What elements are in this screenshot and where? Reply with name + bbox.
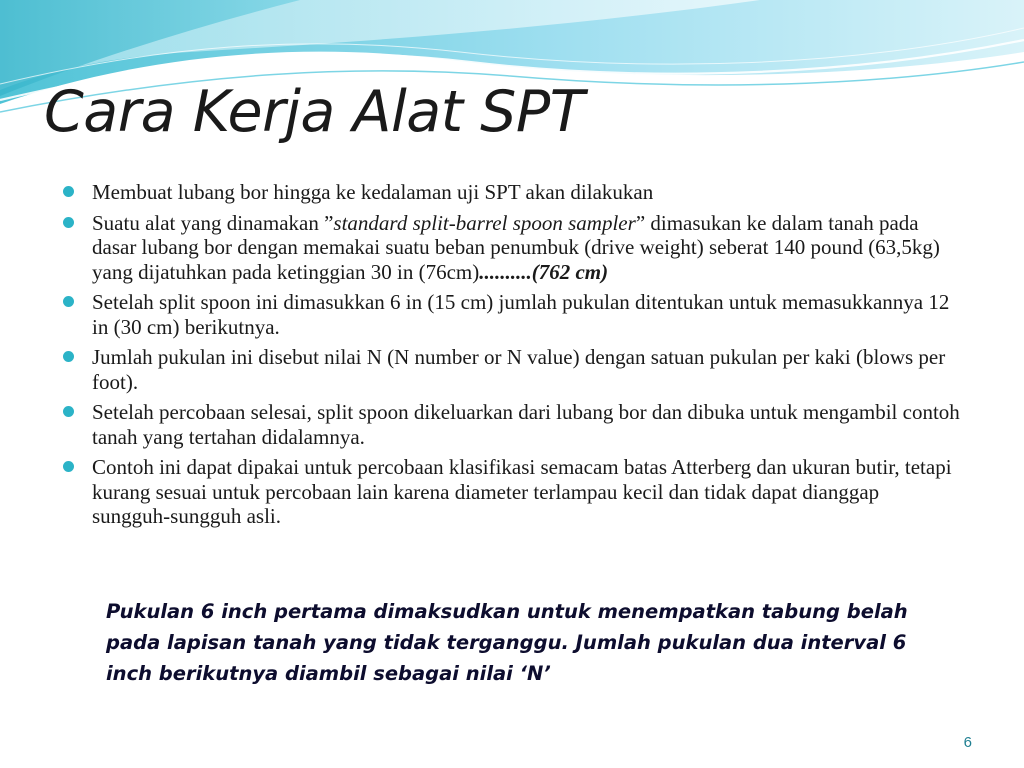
bullet-item bbox=[60, 180, 960, 205]
bullet-text: Contoh ini dapat dipakai untuk percobaan klasifikasi semacam batas Atterberg dan ukuran butir, tetapi kurang sesuai untuk percobaan lain karena diameter terlampau kecil dan tidak dapat dianggap sungguh-sungguh asli. bbox=[92, 455, 952, 528]
slide-title: Cara Kerja Alat SPT bbox=[44, 79, 585, 145]
bullet-text: Membuat lubang bor hingga ke kedalaman uji SPT akan dilakukan bbox=[92, 180, 654, 204]
bullet-item bbox=[60, 290, 960, 339]
bullet-text-middle: ” dimasukan ke dalam tanah pada dasar lubang bor dengan memakai suatu beban penumbuk (drive weight) seberat 140 pound (63,5kg) yang dijatuhkan pada ketinggian 30 in (76cm) bbox=[92, 210, 940, 284]
bullet-text-prefix: Suatu alat yang dinamakan ” bbox=[92, 210, 334, 235]
bullet-dot-icon bbox=[63, 186, 74, 197]
bullet-text: Jumlah pukulan ini disebut nilai N (N number or N value) dengan satuan pukulan per kaki (blows per foot). bbox=[92, 345, 946, 394]
bullet-dot-icon bbox=[63, 217, 74, 228]
bullet-dot-icon bbox=[63, 351, 74, 362]
bullet-item bbox=[60, 345, 960, 394]
page-number: 6 bbox=[963, 734, 972, 751]
bullet-text: Setelah percobaan selesai, split spoon dikeluarkan dari lubang bor dan dibuka untuk mengambil contoh tanah yang tertahan didalamnya. bbox=[92, 400, 960, 449]
bullet-dot-icon bbox=[63, 296, 74, 307]
bullet-list bbox=[60, 180, 960, 535]
bullet-item bbox=[60, 211, 960, 285]
bullet-dot-icon bbox=[63, 406, 74, 417]
bullet-text-bold-italic: ..........(762 cm) bbox=[479, 259, 609, 284]
bullet-dot-icon bbox=[63, 461, 74, 472]
bullet-item bbox=[60, 455, 960, 529]
bullet-item bbox=[60, 400, 960, 449]
note-text: Pukulan 6 inch pertama dimaksudkan untuk menempatkan tabung belah pada lapisan tanah yang tidak terganggu. Jumlah pukulan dua interval 6 inch berikutnya diambil sebagai nilai ‘N’ bbox=[106, 600, 908, 685]
bullet-text: Setelah split spoon ini dimasukkan 6 in (15 cm) jumlah pukulan ditentukan untuk memasukkannya 12 in (30 cm) berikutnya. bbox=[92, 290, 950, 339]
bullet-text-italic: standard split-barrel spoon sampler bbox=[333, 210, 636, 235]
